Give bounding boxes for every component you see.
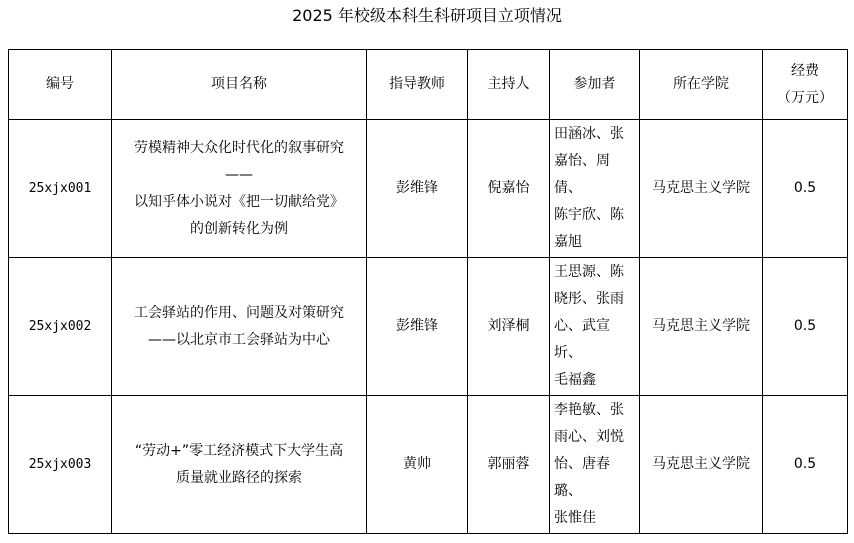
project-name [112,396,367,534]
project-name-line: 劳模精神大众化时代化的叙事研究 [134,139,344,156]
table-header-row [9,50,848,120]
advisor: 黄帅 [367,396,468,534]
project-id: 25xjx002 [9,258,112,396]
table-row [9,258,848,396]
funding: 0.5 [763,396,848,534]
members-line: 心、武宣圻、 [554,318,610,361]
header-members: 参加者 [550,50,640,120]
members-line: 毛福鑫 [554,372,596,388]
project-name-line: 的创新转化为例 [190,220,288,237]
header-funding-line1: 经费 [791,62,819,79]
members-line: 田涵冰、张 [554,126,624,142]
members-line: 李艳敏、张 [554,402,624,418]
project-name-line: 工会驿站的作用、问题及对策研究 [134,304,344,321]
project-name-line: 质量就业路径的探索 [176,469,302,486]
project-name-line: “劳动+”零工经济模式下大学生高 [134,442,344,459]
header-funding [763,50,848,120]
college: 马克思主义学院 [640,258,763,396]
funding: 0.5 [763,258,848,396]
table-row [9,120,848,258]
project-name-line: ——以北京市工会驿站为中心 [148,331,330,348]
members-line: 嘉旭 [554,234,582,250]
project-name-line: 以知乎体小说对《把一切献给党》 [134,193,344,210]
header-advisor: 指导教师 [367,50,468,120]
leader: 郭丽蓉 [468,396,550,534]
college: 马克思主义学院 [640,396,763,534]
members-line: 怡、唐春璐、 [554,456,610,499]
project-table [8,49,848,534]
project-name [112,258,367,396]
advisor: 彭维锋 [367,120,468,258]
leader: 刘泽桐 [468,258,550,396]
project-id: 25xjx001 [9,120,112,258]
header-college: 所在学院 [640,50,763,120]
members-line: 陈宇欣、陈 [554,207,624,223]
members-line: 晓彤、张雨 [554,291,624,307]
project-name-line: —— [225,166,253,183]
college: 马克思主义学院 [640,120,763,258]
page-title: 2025 年校级本科生科研项目立项情况 [292,6,562,25]
members [550,396,640,534]
table-row [9,396,848,534]
header-leader: 主持人 [468,50,550,120]
members [550,258,640,396]
project-id: 25xjx003 [9,396,112,534]
leader: 倪嘉怡 [468,120,550,258]
header-id: 编号 [9,50,112,120]
members-line: 王思源、陈 [554,264,624,280]
members-line: 张惟佳 [554,510,596,526]
members-line: 雨心、刘悦 [554,429,624,445]
project-name [112,120,367,258]
header-name: 项目名称 [112,50,367,120]
members-line: 嘉怡、周倩、 [554,153,610,196]
header-funding-line2: （万元） [777,89,833,106]
advisor: 彭维锋 [367,258,468,396]
funding: 0.5 [763,120,848,258]
members [550,120,640,258]
